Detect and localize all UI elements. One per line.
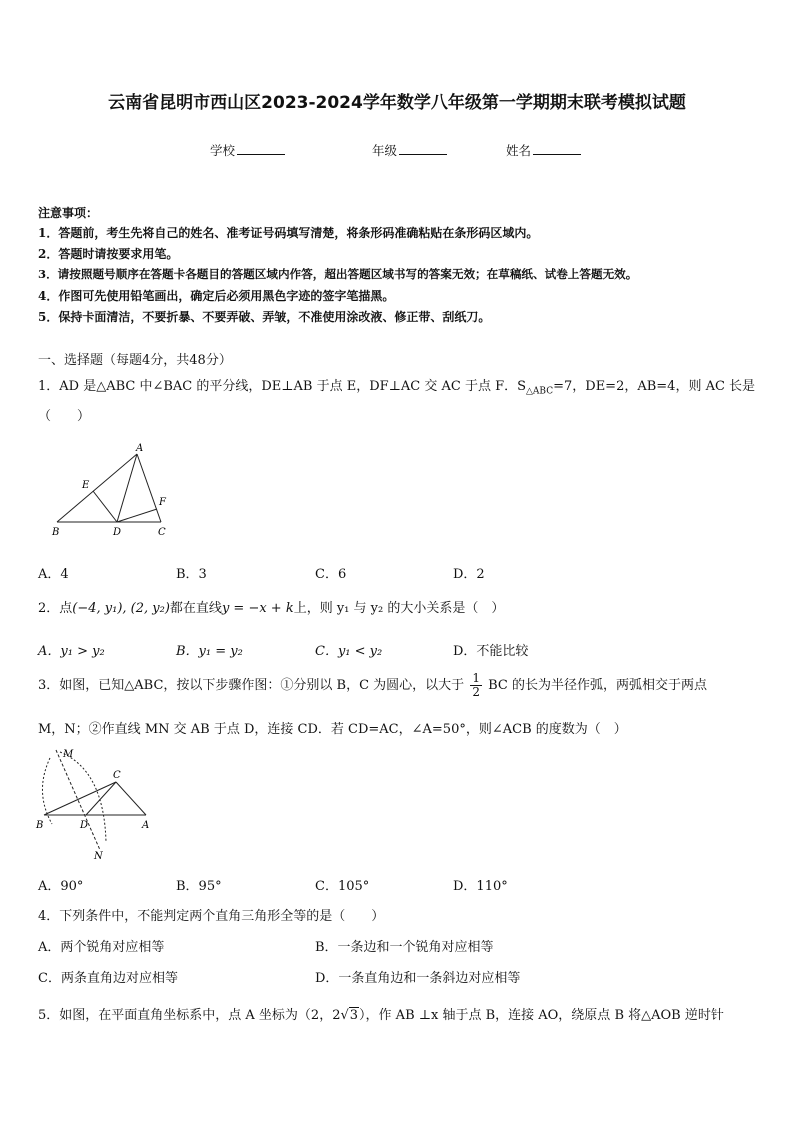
q5-sqrt: 3	[349, 1008, 359, 1023]
q2-option-d[interactable]: D．不能比较	[453, 644, 529, 659]
q1-option-c[interactable]: C．6	[315, 567, 347, 582]
name-label: 姓名	[506, 143, 532, 158]
segment-DE	[93, 491, 117, 522]
label-A: A	[136, 443, 144, 454]
segment-CA	[116, 782, 146, 815]
note-item: 2．答题时请按要求用笔。	[38, 247, 179, 261]
segment-DF	[117, 509, 157, 522]
q3-option-a[interactable]: A．90°	[38, 879, 84, 894]
q1-text-a: 1．AD 是△ABC 中∠BAC 的平分线，DE⊥AB 于点 E，DF⊥AC 交 AC 于点 F．S	[38, 379, 527, 394]
q1-figure	[48, 440, 178, 540]
school-blank[interactable]	[237, 142, 285, 155]
q5-stem: 5．如图，在平面直角坐标系中，点 A 坐标为（2，2√3），作 AB ⊥x 轴于点 B，连接 AO，绕原点 B 将△AOB 逆时针	[38, 1008, 724, 1023]
note-item: 5．保持卡面清洁，不要折暴、不要弄破、弄皱，不准使用涂改液、修正带、刮纸刀。	[38, 310, 491, 324]
q1-stem	[38, 375, 755, 397]
q1-text-b: =7，DE=2，AB=4，则 AC 长是	[553, 379, 756, 394]
q2-suffix: 上，则 y₁ 与 y₂ 的大小关系是（ ）	[293, 601, 505, 616]
school-field[interactable]	[210, 141, 285, 159]
q1-option-b[interactable]: B．3	[176, 567, 207, 582]
q5-text-b: ），作 AB ⊥x 轴于点 B，连接 AO，绕原点 B 将△AOB 逆时针	[359, 1008, 724, 1023]
school-label: 学校	[210, 143, 236, 158]
q2-stem	[38, 597, 504, 616]
q3-fraction: $\frac{1}{2}$	[472, 671, 480, 699]
label-C: C	[158, 527, 166, 538]
page-title: 云南省昆明市西山区2023-2024学年数学八年级第一学期期末联考模拟试题	[108, 93, 686, 113]
note-item: 3．请按照题号顺序在答题卡各题目的答题区域内作答，超出答题区域书写的答案无效；在草稿纸、试卷上答题无效。	[38, 267, 638, 281]
arc-left	[42, 758, 52, 824]
segment-DC	[86, 782, 116, 815]
grade-field[interactable]	[372, 141, 447, 159]
name-field[interactable]	[506, 141, 581, 159]
q1-option-a[interactable]: A．4	[38, 567, 69, 582]
q5-text-a: 5．如图，在平面直角坐标系中，点 A 坐标为（2，2	[38, 1008, 341, 1023]
label-C: C	[113, 770, 121, 781]
q3-line1-a: 3．如图，已知△ABC，按以下步骤作图：①分别以 B，C 为圆心，以大于	[38, 678, 465, 693]
q3-line1-b: BC 的长为半径作弧，两弧相交于两点	[488, 678, 707, 693]
q2-option-a[interactable]: A．y₁ > y₂	[38, 644, 105, 659]
q4-option-a[interactable]: A．两个锐角对应相等	[38, 940, 165, 955]
grade-blank[interactable]	[399, 142, 447, 155]
q3-figure	[34, 742, 164, 864]
q2-option-c[interactable]: C．y₁ < y₂	[315, 644, 383, 659]
label-D: D	[113, 527, 122, 538]
q4-stem: 4．下列条件中，不能判定两个直角三角形全等的是（ ）	[38, 909, 385, 924]
q3-line1	[38, 672, 707, 699]
line-MN	[56, 750, 100, 850]
q2-option-b[interactable]: B．y₁ = y₂	[176, 644, 243, 659]
q2-points: (−4, y₁), (2, y₂)	[72, 601, 170, 616]
name-blank[interactable]	[533, 142, 581, 155]
label-D: D	[80, 820, 89, 831]
label-E: E	[82, 480, 90, 491]
grade-label: 年级	[372, 143, 398, 158]
segment-AB	[57, 454, 137, 522]
label-B: B	[36, 820, 44, 831]
q3-option-d[interactable]: D．110°	[453, 879, 508, 894]
label-A: A	[142, 820, 150, 831]
q2-mid: 都在直线	[169, 601, 222, 616]
q3-option-c[interactable]: C．105°	[315, 879, 370, 894]
segment-AD	[117, 454, 137, 522]
q4-option-c[interactable]: C．两条直角边对应相等	[38, 971, 178, 986]
notes-heading: 注意事项：	[38, 206, 99, 220]
q2-line: y = −x + k	[221, 601, 294, 616]
q1-paren: （ ）	[38, 409, 91, 424]
label-F: F	[159, 497, 166, 508]
note-item: 1．答题前，考生先将自己的姓名、准考证号码填写清楚，将条形码准确粘贴在条形码区域内。	[38, 226, 539, 240]
q2-prefix: 2．点	[38, 601, 73, 616]
q4-option-b[interactable]: B．一条边和一个锐角对应相等	[315, 940, 494, 955]
q1-option-d[interactable]: D．2	[453, 567, 485, 582]
q3-line2: M，N；②作直线 MN 交 AB 于点 D，连接 CD．若 CD=AC，∠A=50°，则∠ACB 的度数为（ ）	[38, 722, 627, 737]
segment-BC	[44, 782, 116, 815]
section-heading: 一、选择题（每题4分，共48分）	[38, 353, 232, 368]
q1-sub: △ABC	[526, 386, 554, 397]
note-item: 4．作图可先使用铅笔画出，确定后必须用黑色字迹的签字笔描黑。	[38, 289, 395, 303]
q3-option-b[interactable]: B．95°	[176, 879, 222, 894]
label-M: M	[63, 749, 74, 760]
label-B: B	[52, 527, 60, 538]
q4-option-d[interactable]: D．一条直角边和一条斜边对应相等	[315, 971, 521, 986]
label-N: N	[94, 851, 103, 862]
